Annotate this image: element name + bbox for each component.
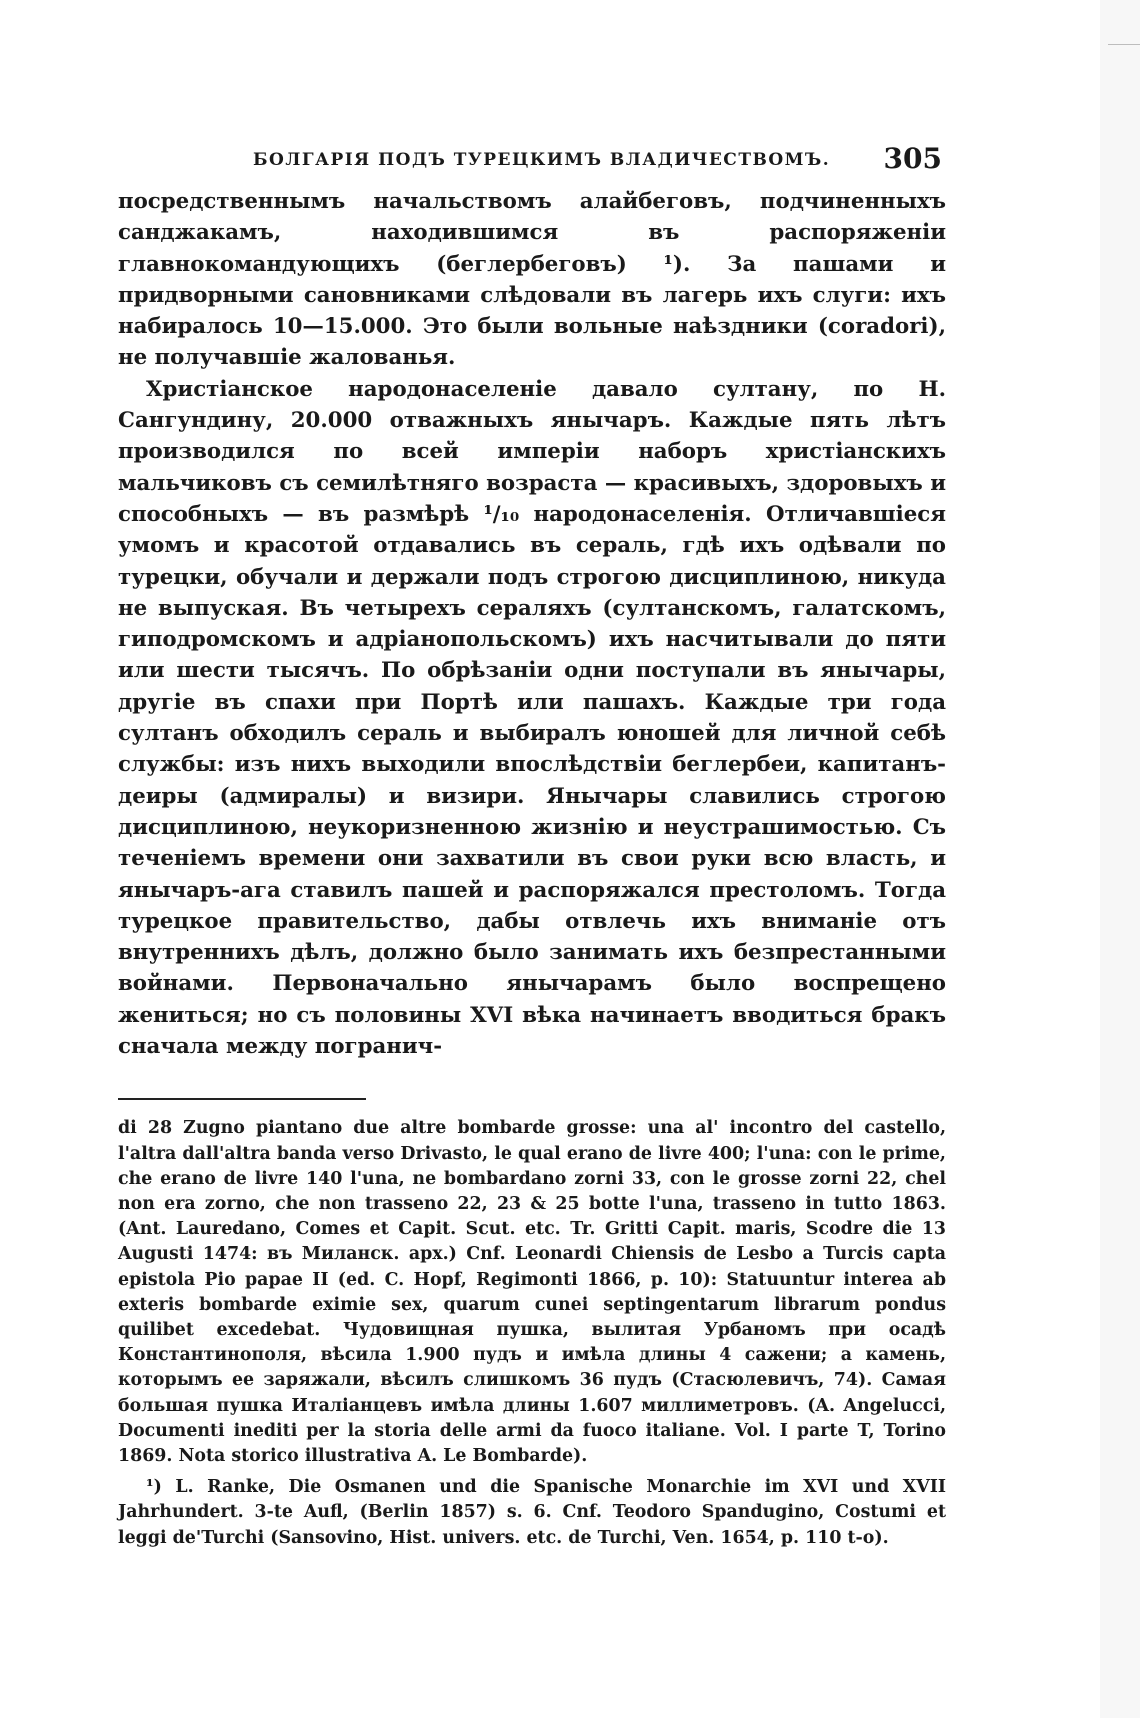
page-number: 305 bbox=[883, 142, 942, 175]
footnotes bbox=[118, 1116, 946, 1550]
main-text bbox=[118, 186, 946, 1062]
page-header bbox=[118, 138, 946, 178]
running-title: БОЛГАРІЯ ПОДЪ ТУРЕЦКИМЪ ВЛАДИЧЕСТВОМЪ. bbox=[253, 150, 831, 170]
scan-edge bbox=[1100, 0, 1140, 1718]
footnote-1: ¹) L. Ranke, Die Osmanen und die Spanische Monarchie im XVI und XVII Jahrhundert. 3-te Aufl, (Berlin 1857) s. 6. Cnf. Teodoro Spandugino, Costumi et leggi de'Turchi (Sansovino, Hist. univers. etc. de Turchi, Ven. 1654, p. 110 t-o). bbox=[118, 1477, 946, 1548]
book-page bbox=[118, 138, 946, 1551]
scan-edge-mark bbox=[1108, 44, 1140, 45]
paragraph-2: Христіанское народонаселеніе давало султану, по Н. Сангундину, 20.000 отважныхъ янычаръ. Каждые пять лѣтъ производился по всей имперіи наборъ христіанскихъ мальчиковъ съ семилѣтняго возраста — красивыхъ, здоровыхъ и способныхъ — въ размѣрѣ ¹/₁₀ народонаселенія. Отличавшіеся умомъ и красотой отдавались въ сераль, гдѣ ихъ одѣвали по турецки, обучали и держали подъ строгою дисциплиною, никуда не выпуская. Въ четырехъ сераляхъ (султанскомъ, галатскомъ, гиподромскомъ и адріанопольскомъ) ихъ насчитывали до пяти или шести тысячъ. По обрѣзаніи одни поступали въ янычары, другіе въ спахи при Портѣ или пашахъ. Каждые три года султанъ обходилъ сераль и выбиралъ юношей для личной себѣ службы: изъ нихъ выходили впослѣдствіи беглербеи, капитанъ-деиры (адмиралы) и визири. Янычары славились строгою дисциплиною, неукоризненною жизнію и неустрашимостью. Съ теченіемъ времени они захватили въ свои руки всю власть, и янычаръ-ага ставилъ пашей и распоряжался престоломъ. Тогда турецкое правительство, дабы отвлечь ихъ вниманіе отъ внутреннихъ дѣлъ, должно было занимать ихъ безпрестанными войнами. Первоначально янычарамъ было воспрещено жениться; но съ половины XVI вѣка начинаетъ вводиться бракъ сначала между погранич- bbox=[118, 376, 946, 1060]
footnote-divider bbox=[118, 1098, 366, 1100]
paragraph-1: посредственнымъ начальствомъ алайбеговъ, подчиненныхъ санджакамъ, находившимся въ распоряженіи главнокомандующихъ (беглербеговъ) ¹). За пашами и придворными сановниками слѣдовали въ лагерь ихъ слуги: ихъ набиралось 10—15.000. Это были вольные наѣздники (coradori), не получавшіе жалованья. bbox=[118, 189, 946, 371]
footnote-continued: di 28 Zugno piantano due altre bombarde grosse: una al' incontro del castello, l'altra dall'altra banda verso Drivasto, le qual erano de livre 400; l'una: con le prime, che erano de livre 140 l'una, ne bombardano zorni 33, con le grosse zorni 22, chel non era zorno, che non trasseno 22, 23 & 25 botte l'una, trasseno in tutto 1863. (Ant. Lauredano, Comes et Capit. Scut. etc. Tr. Gritti Capit. maris, Scodre die 13 Augusti 1474: въ Миланск. арх.) Cnf. Leonardi Chiensis de Lesbo a Turcis capta epistola Pio papae II (ed. C. Hopf, Regimonti 1866, p. 10): Statuuntur interea ab exteris bombarde eximie sex, quarum cunei septingentarum librarum pondus quilibet excedebat. Чудовищная пушка, вылитая Урбаномъ при осадѣ Константинополя, вѣсила 1.900 пудъ и имѣла длины 4 сажени; а камень, которымъ ее заряжали, вѣсилъ слишкомъ 36 пудъ (Стасюлевичъ, 74). Самая большая пушка Италіанцевъ имѣла длины 1.607 миллиметровъ. (A. Angelucci, Documenti inediti per la storia delle armi da fuoco italiane. Vol. I parte T, Torino 1869. Nota storico illustrativa A. Le Bombarde). bbox=[118, 1118, 946, 1466]
